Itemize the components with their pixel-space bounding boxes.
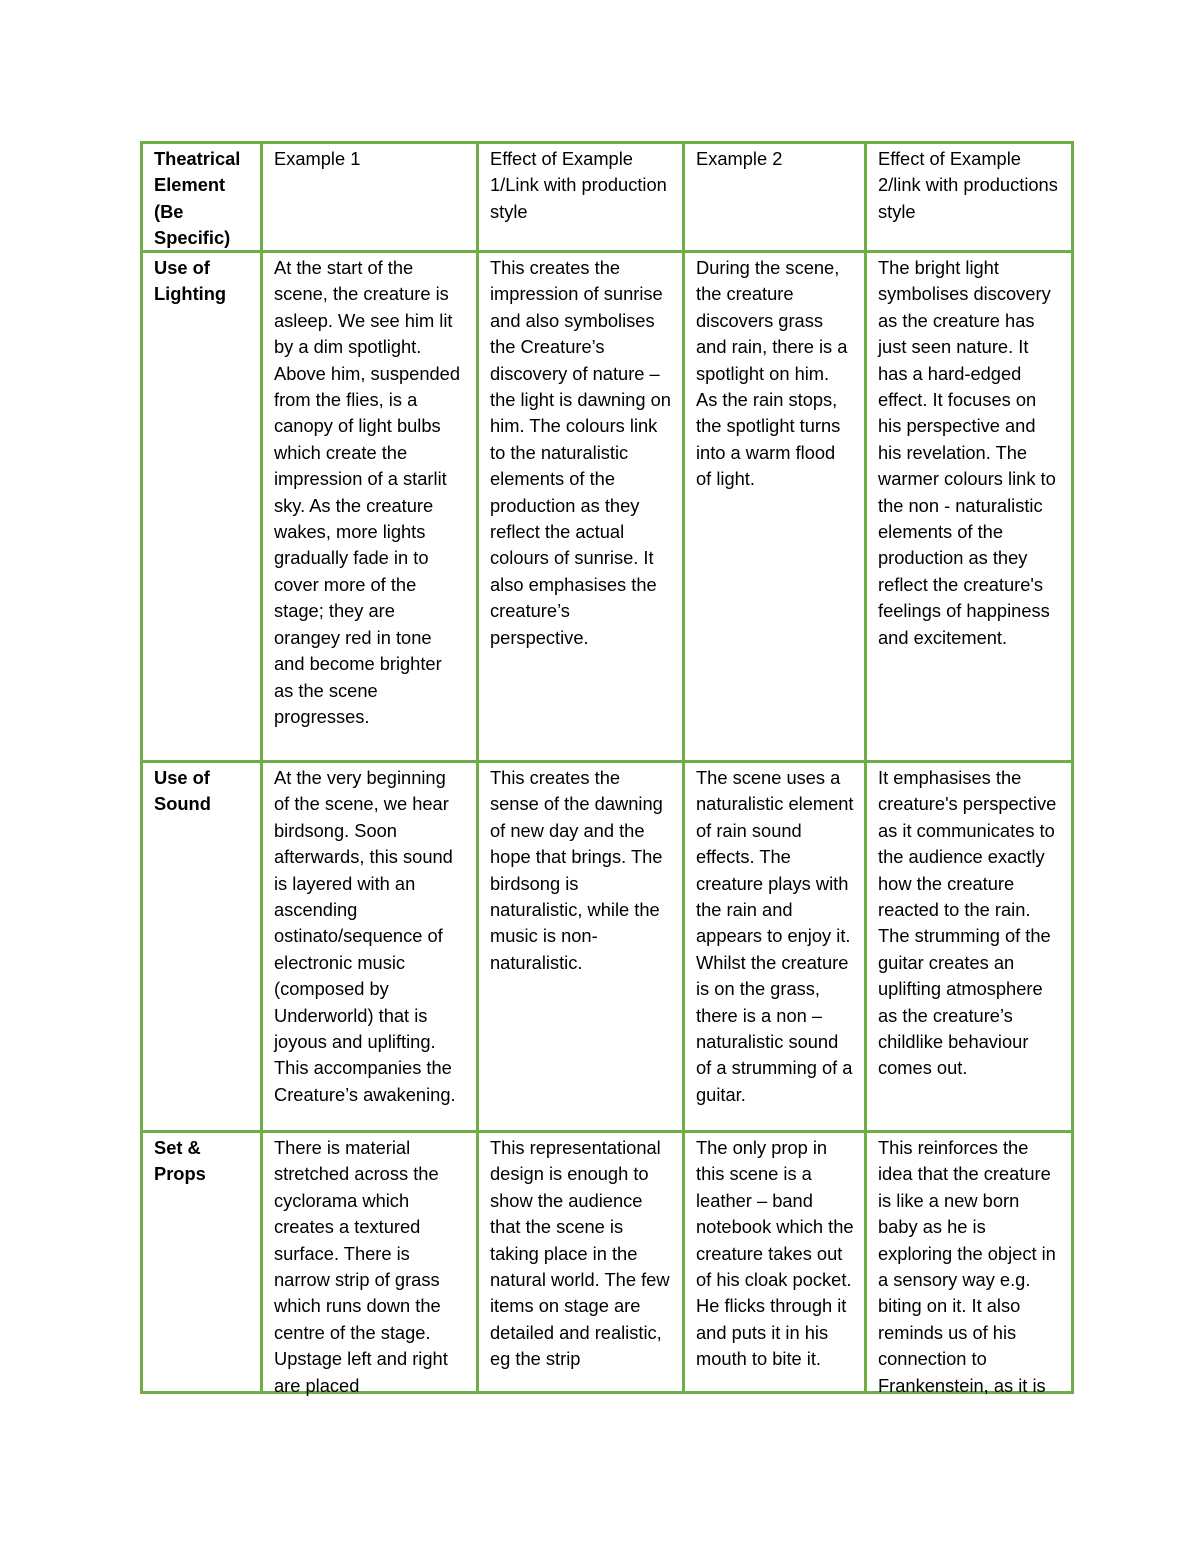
cell-effect-1-sound [478,762,684,1132]
header-element-text: Theatrical Element (Be Specific) [154,148,241,249]
theatrical-elements-table [140,141,1074,1394]
cell-text: The scene uses a naturalistic element of rain sound effects. The creature plays with the rain and appears to enjoy it. Whilst the creature is on the grass, there is a non – naturalistic sound of a strumming of a guitar. [696,767,854,1105]
row-element-label: Use of Sound [154,767,211,815]
cell-example-2-set-props [684,1132,866,1393]
cell-example-1-lighting [262,252,478,762]
cell-example-1-sound [262,762,478,1132]
cell-effect-2-lighting [866,252,1073,762]
header-effect-2-text: Effect of Example 2/link with productions style [878,148,1058,222]
cell-text: The only prop in this scene is a leather – band notebook which the creature takes out of his cloak pocket. He flicks through it and puts it in his mouth to bite it. [696,1137,854,1370]
table-row-sound [142,762,1073,1132]
cell-element-set-props [142,1132,262,1393]
row-element-label: Use of Lighting [154,257,227,305]
cell-example-1-set-props [262,1132,478,1396]
header-effect-1-text: Effect of Example 1/Link with production style [490,148,667,222]
cell-text: The bright light symbolises discovery as the creature has just seen nature. It has a hard-edged effect. It focuses on his perspective and his revelation. The warmer colours link to the non - naturalistic elements of the production as they reflect the creature's feelings of happiness and excitement. [878,257,1056,648]
cell-text: At the start of the scene, the creature is asleep. We see him lit by a dim spotlight. Above him, suspended from the flies, is a canopy of light bulbs which create the impression of a starlit sky. As the creature wakes, more lights gradually fade in to cover more of the stage; they are orangey red in tone and become brighter as the scene progresses. [274,257,460,727]
table-row-set-props [142,1132,1073,1393]
cell-text: This creates the impression of sunrise and also symbolises the Creature’s discovery of nature – the light is dawning on him. The colours link to the naturalistic elements of the production as they reflect the actual colours of sunrise. It also emphasises the creature’s perspective. [490,257,671,648]
header-cell-example-2 [684,143,866,252]
cell-text: This representational design is enough to show the audience that the scene is taking place in the natural world. The few items on stage are detailed and realistic, eg the strip [490,1137,670,1370]
cell-example-2-sound [684,762,866,1132]
cell-effect-1-set-props [478,1132,684,1393]
cell-text: At the very beginning of the scene, we hear birdsong. Soon afterwards, this sound is layered with an ascending ostinato/sequence of electronic music (composed by Underworld) that is joyous and uplifting. This accompanies the Creature’s awakening. [274,767,456,1105]
row-element-label: Set & Props [154,1137,206,1185]
cell-text: This reinforces the idea that the creature is like a new born baby as he is exploring the object in a sensory way e.g. biting on it. It also reminds us of his connection to Frankenstein, as it is [878,1137,1056,1396]
cell-element-lighting [142,252,262,762]
cell-effect-2-sound [866,762,1073,1132]
header-cell-element [142,143,262,252]
table-header-row [142,143,1073,252]
header-example-2-text: Example 2 [696,148,783,169]
cell-effect-2-set-props [866,1132,1073,1396]
cell-text: This creates the sense of the dawning of new day and the hope that brings. The birdsong is naturalistic, while the music is non-naturalistic. [490,767,663,973]
header-cell-example-1 [262,143,478,252]
cell-effect-1-lighting [478,252,684,762]
header-cell-effect-2 [866,143,1073,252]
header-example-1-text: Example 1 [274,148,361,169]
cell-text: It emphasises the creature's perspective as it communicates to the audience exactly how the creature reacted to the rain. The strumming of the guitar creates an uplifting atmosphere as the creature’s childlike behaviour comes out. [878,767,1057,1079]
cell-element-sound [142,762,262,1132]
header-cell-effect-1 [478,143,684,252]
cell-example-2-lighting [684,252,866,762]
cell-text: During the scene, the creature discovers grass and rain, there is a spotlight on him. As the rain stops, the spotlight turns into a warm flood of light. [696,257,848,490]
cell-text: There is material stretched across the cyclorama which creates a textured surface. There is narrow strip of grass which runs down the centre of the stage. Upstage left and right are placed [274,1137,448,1396]
table-row-lighting [142,252,1073,762]
